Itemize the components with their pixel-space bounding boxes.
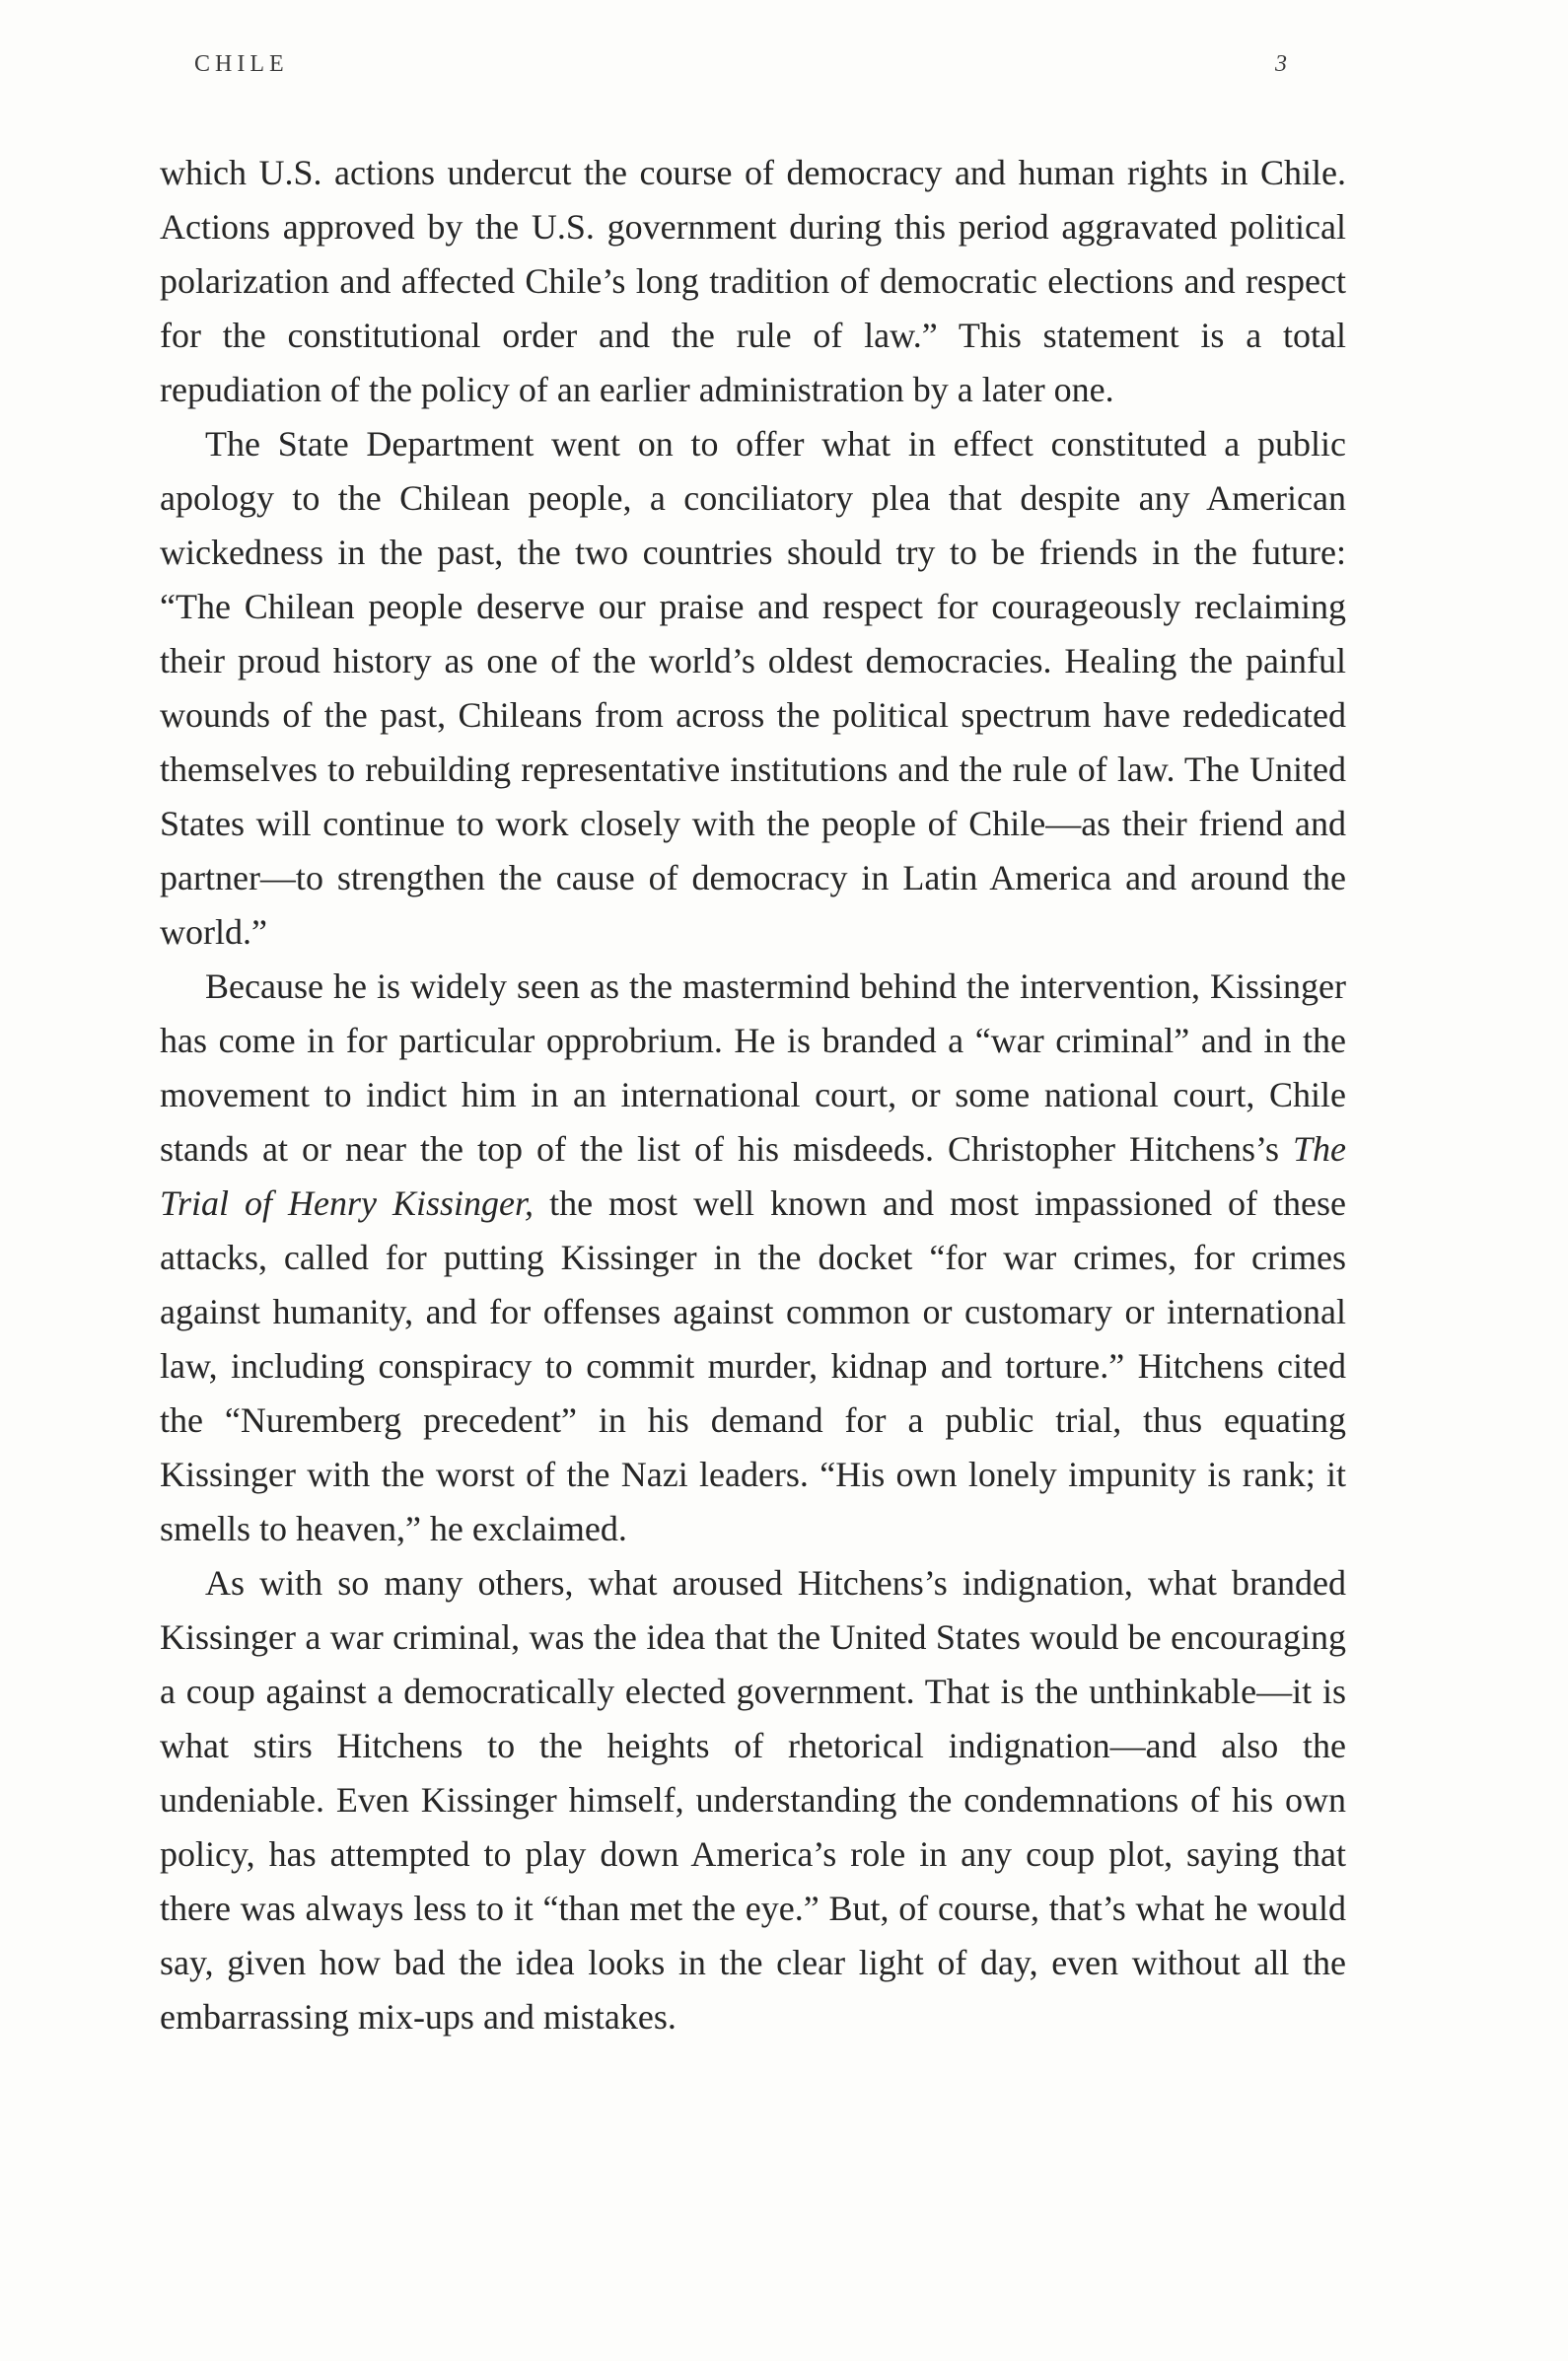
running-head: CHILE <box>194 51 289 77</box>
paragraph-3 <box>160 960 1346 1556</box>
page-number: 3 <box>1275 51 1287 77</box>
paragraph-1: which U.S. actions undercut the course of democracy and human rights in Chile. Actions approved by the U.S. government during this period aggravated political polarization and affected Chile’s long tradition of democratic elections and respect for the constitutional order and the rule of law.” This statement is a total repudiation of the policy of an earlier administration by a later one. <box>160 153 1346 409</box>
paragraph-3-after: the most well known and most impassioned of these attacks, called for putting Kissinger in the docket “for war crimes, for crimes against humanity, and for offenses against common or customary or international law, including conspiracy to commit murder, kidnap and torture.” Hitchens cited the “Nuremberg precedent” in his demand for a public trial, thus equating Kissinger with the worst of the Nazi leaders. “His own lonely impunity is rank; it smells to heaven,” he exclaimed. <box>160 1183 1346 1548</box>
paragraph-2: The State Department went on to offer what in effect constituted a public apology to the Chilean people, a conciliatory plea that despite any American wickedness in the past, the two countries should try to be friends in the future: “The Chilean people deserve our praise and respect for courageously reclaiming their proud history as one of the world’s oldest democracies. Healing the painful wounds of the past, Chileans from across the political spectrum have rededicated themselves to rebuilding representative institutions and the rule of law. The United States will continue to work closely with the people of Chile—as their friend and partner—to strengthen the cause of democracy in Latin America and around the world.” <box>160 424 1346 952</box>
paragraph-4: As with so many others, what aroused Hitchens’s indignation, what branded Kissinger a war criminal, was the idea that the United States would be encouraging a coup against a democratically elected government. That is the unthinkable—it is what stirs Hitchens to the heights of rhetorical indignation—and also the undeniable. Even Kissinger himself, understanding the condemnations of his own policy, has attempted to play down America’s role in any coup plot, saying that there was always less to it “than met the eye.” But, of course, that’s what he would say, given how bad the idea looks in the clear light of day, even without all the embarrassing mix-ups and mistakes. <box>160 1563 1346 2037</box>
paragraph-3-before: Because he is widely seen as the mastermind behind the intervention, Kissinger has come in for particular opprobrium. He is branded a “war criminal” and in the movement to indict him in an international court, or some national court, Chile stands at or near the top of the list of his misdeeds. Christopher Hitchens’s <box>160 966 1346 1169</box>
body-text <box>160 146 1346 2044</box>
book-title: The Trial of Henry Kissinger, <box>160 1129 1346 1223</box>
